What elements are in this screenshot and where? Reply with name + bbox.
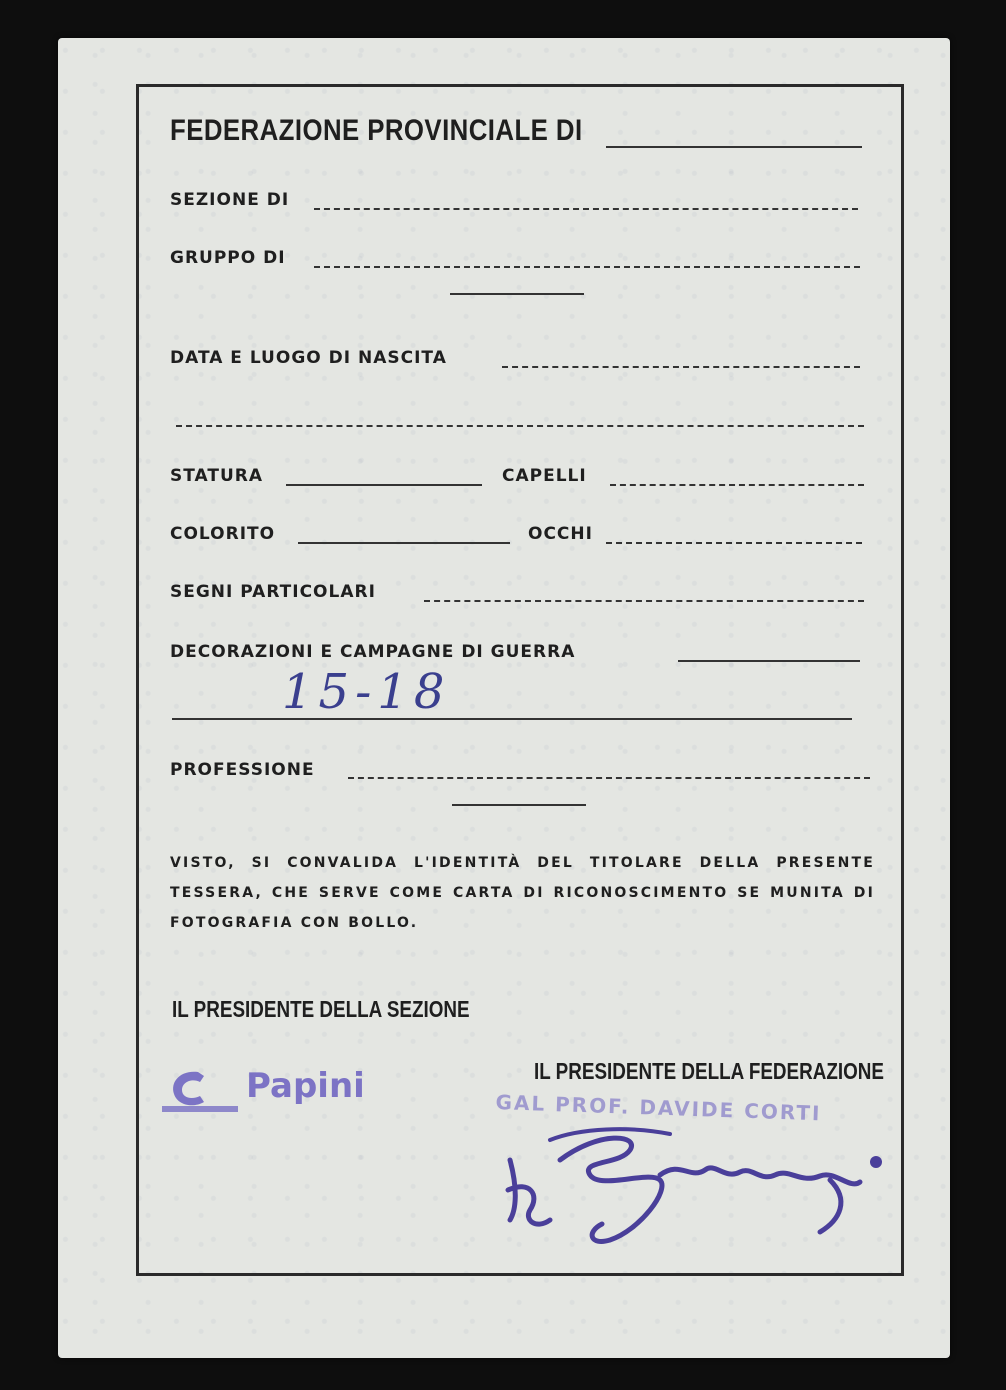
decorazioni-label: DECORAZIONI E CAMPAGNE DI GUERRA [170,642,576,662]
statura-label: STATURA [170,466,264,486]
federazione-stamp-text: GAL PROF. DAVIDE CORTI [495,1090,822,1126]
sezione-stamp-text: Papini [246,1066,365,1106]
statura-line [286,484,482,486]
segni-line [424,600,864,602]
form-title: FEDERAZIONE PROVINCIALE DI [170,114,583,147]
stamp-emblem-icon [158,1062,238,1122]
divider-short-1 [450,293,584,295]
data-luogo-line-2 [176,425,864,427]
colorito-label: COLORITO [170,524,276,544]
presidente-sezione-label: IL PRESIDENTE DELLA SEZIONE [172,996,470,1022]
gruppo-label: GRUPPO DI [170,248,286,268]
sezione-line [314,208,858,210]
colorito-line [298,542,510,544]
sezione-label: SEZIONE DI [170,190,290,210]
occhi-label: OCCHI [528,524,593,544]
decorazioni-handwritten-value: 15-18 [282,664,451,720]
professione-line [348,777,870,779]
data-luogo-line [502,366,860,368]
visto-paragraph: VISTO, SI CONVALIDA L'IDENTITÀ DEL TITOLARE DELLA PRESENTE TESSERA, CHE SERVE COME CARTA DI RICONOSCIMENTO SE MUNITA DI FOTOGRAFIA CON BOLLO. [170,855,875,931]
capelli-label: CAPELLI [502,466,587,486]
federazione-signature [490,1120,890,1250]
capelli-line [610,484,864,486]
segni-label: SEGNI PARTICOLARI [170,582,376,602]
occhi-line [606,542,862,544]
gruppo-line [314,266,860,268]
decorazioni-line-2 [172,718,852,720]
professione-label: PROFESSIONE [170,760,315,780]
divider-short-2 [452,804,586,806]
decorazioni-line [678,660,860,662]
sezione-stamp [158,1062,388,1132]
data-luogo-label: DATA E LUOGO DI NASCITA [170,348,447,368]
presidente-federazione-label: IL PRESIDENTE DELLA FEDERAZIONE [534,1058,884,1084]
title-underline [606,146,862,148]
